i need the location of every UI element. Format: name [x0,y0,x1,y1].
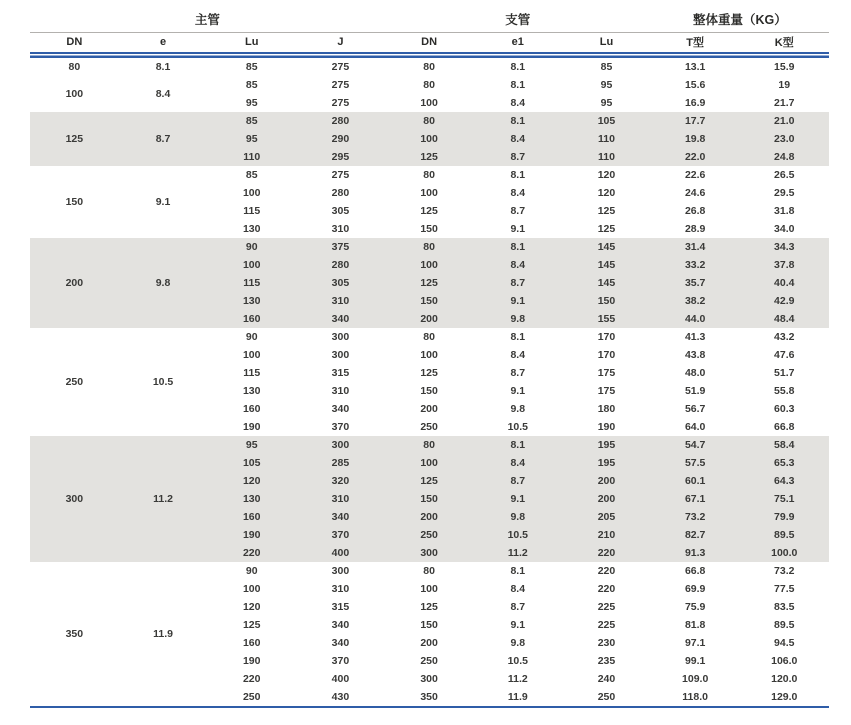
table-cell: 24.8 [740,148,830,166]
table-cell: 22.6 [684,169,706,181]
table-cell: 220 [597,583,616,595]
table-cell: 275 [331,169,350,181]
table-cell: 105 [207,454,296,472]
table-cell: 200 [562,472,651,490]
table-cell: 285 [296,454,385,472]
table-cell: 130 [207,490,296,508]
table-cell: 160 [242,637,261,649]
table-cell: 100.0 [740,544,830,562]
table-cell: 310 [331,583,350,595]
table-cell: 275 [331,97,350,109]
column-header-main-dn: DN [66,36,83,49]
table-cell: 73.2 [774,565,795,577]
table-cell: 315 [331,601,350,613]
table-cell: 40.4 [740,274,830,292]
table-cell: 340 [331,637,350,649]
table-row [30,436,829,454]
table-cell: 340 [331,403,350,415]
table-cell: 8.1 [510,169,526,181]
table-cell: 400 [296,544,385,562]
table-cell: 54.7 [651,436,740,454]
table-cell: 120.0 [771,673,798,685]
table-cell: 8.1 [510,61,526,73]
main-dn-cell: 100 [65,88,84,100]
table-header [30,8,829,58]
table-cell: 85 [600,61,613,73]
table-cell: 79.9 [740,508,830,526]
table-cell: 66.8 [774,421,795,433]
table-cell: 118.0 [682,691,708,703]
table-cell: 8.4 [473,256,562,274]
main-e-cell: 8.7 [119,112,208,166]
table-cell: 55.8 [774,385,795,397]
main-dn-cell: 80 [68,61,81,73]
table-cell: 125 [242,619,261,631]
table-cell: 58.4 [740,436,830,454]
table-cell: 48.4 [740,310,830,328]
table-row [30,112,829,130]
group-header-branch-pipe: 支管 [385,8,651,32]
table-cell: 80 [385,436,474,454]
table-cell: 24.6 [684,187,706,199]
column-header-branch-lu: Lu [599,36,614,49]
table-cell: 100 [385,256,474,274]
table-cell: 31.4 [651,238,740,256]
table-cell: 64.0 [684,421,706,433]
table-cell: 95 [207,436,296,454]
table-cell: 9.1 [473,490,562,508]
table-cell: 225 [597,601,616,613]
table-cell: 110 [562,130,651,148]
table-cell: 10.5 [507,655,528,667]
table-cell: 110 [562,148,651,166]
table-cell: 9.1 [510,619,526,631]
table-cell: 94.5 [774,637,795,649]
table-cell: 175 [597,385,616,397]
table-cell: 8.4 [510,187,526,199]
column-header-k-type: K型 [774,37,794,50]
table-cell: 160 [207,508,296,526]
table-cell: 29.5 [774,187,795,199]
table-cell: 83.5 [774,601,795,613]
table-cell: 190 [597,421,616,433]
table-row [30,76,829,94]
table-cell: 44.0 [651,310,740,328]
table-cell: 150 [420,223,438,235]
table-cell: 190 [242,655,261,667]
table-cell: 120 [597,169,616,181]
table-cell: 9.1 [473,292,562,310]
table-cell: 90 [207,238,296,256]
table-cell: 8.4 [510,583,526,595]
table-cell: 90 [245,565,258,577]
table-cell: 8.4 [510,349,526,361]
table-cell: 150 [385,490,474,508]
table-cell: 23.0 [740,130,830,148]
table-cell: 8.7 [473,472,562,490]
table-cell: 10.5 [473,526,562,544]
table-cell: 8.4 [510,97,526,109]
table-cell: 8.1 [473,112,562,130]
table-cell: 26.8 [684,205,706,217]
table-cell: 300 [296,436,385,454]
table-cell: 175 [597,367,616,379]
table-cell: 109.0 [682,673,709,685]
table-cell: 95 [600,97,613,109]
table-cell: 9.1 [510,385,526,397]
main-e-cell: 10.5 [152,376,174,388]
table-cell: 275 [331,61,350,73]
table-cell: 250 [420,421,438,433]
table-cell: 320 [296,472,385,490]
table-cell: 8.7 [473,274,562,292]
table-cell: 66.8 [684,565,706,577]
table-cell: 100 [420,97,438,109]
table-cell: 125 [420,205,438,217]
table-cell: 300 [385,544,474,562]
table-cell: 15.9 [774,61,795,73]
table-cell: 220 [562,544,651,562]
table-cell: 13.1 [684,61,706,73]
main-dn-cell: 350 [65,628,84,640]
table-cell: 35.7 [651,274,740,292]
table-cell: 125 [385,472,474,490]
table-cell: 280 [296,112,385,130]
table-cell: 305 [331,205,350,217]
table-cell: 47.6 [774,349,795,361]
table-cell: 106.0 [771,655,798,667]
main-dn-cell: 150 [65,196,84,208]
table-cell: 160 [207,310,296,328]
table-cell: 205 [562,508,651,526]
table-cell: 21.7 [774,97,795,109]
table-cell: 230 [597,637,616,649]
table-cell: 180 [597,403,616,415]
table-cell: 340 [296,508,385,526]
table-cell: 33.2 [651,256,740,274]
table-cell: 300 [420,673,438,685]
table-cell: 145 [562,274,651,292]
table-row [30,562,829,580]
table-body [30,58,829,707]
table-cell: 310 [331,223,350,235]
table-cell: 200 [562,490,651,508]
table-row [30,166,829,184]
table-cell: 145 [562,256,651,274]
table-cell: 155 [562,310,651,328]
table-cell: 375 [296,238,385,256]
table-cell: 21.0 [740,112,830,130]
table-cell: 8.4 [473,454,562,472]
table-cell: 8.4 [473,130,562,148]
table-cell: 56.7 [684,403,706,415]
table-cell: 170 [597,349,616,361]
table-cell: 67.1 [651,490,740,508]
table-cell: 90 [245,331,258,343]
table-cell: 130 [207,292,296,310]
table-cell: 150 [385,292,474,310]
table-cell: 100 [385,454,474,472]
table-cell: 75.9 [684,601,706,613]
table-cell: 370 [331,655,350,667]
table-cell: 315 [331,367,350,379]
table-cell: 130 [242,385,261,397]
table-cell: 280 [331,187,350,199]
table-cell: 125 [597,205,616,217]
table-cell: 100 [207,256,296,274]
main-e-cell: 11.9 [153,628,173,640]
column-header-branch-dn: DN [421,36,438,49]
table-cell: 95 [207,130,296,148]
table-cell: 430 [331,691,350,703]
table-cell: 77.5 [774,583,795,595]
table-cell: 15.6 [684,79,706,91]
table-cell: 11.2 [507,673,528,685]
table-cell: 295 [296,148,385,166]
table-cell: 91.3 [651,544,740,562]
column-header-row [30,32,829,52]
table-cell: 120 [597,187,616,199]
table-cell: 41.3 [684,331,706,343]
table-cell: 34.3 [740,238,830,256]
table-cell: 34.0 [774,223,795,235]
table-cell: 190 [242,421,261,433]
table-cell: 129.0 [771,691,798,703]
table-cell: 8.1 [510,331,526,343]
table-cell: 89.5 [774,619,795,631]
table-cell: 125 [385,148,474,166]
table-cell: 80 [423,169,435,181]
table-cell: 125 [420,601,438,613]
table-cell: 250 [385,526,474,544]
table-cell: 9.8 [473,310,562,328]
table-cell: 85 [245,61,258,73]
table-cell: 250 [420,655,438,667]
table-cell: 95 [600,79,613,91]
table-cell: 220 [597,565,616,577]
table-cell: 125 [597,223,616,235]
table-cell: 100 [420,349,438,361]
table-cell: 100 [242,187,261,199]
table-cell: 8.7 [510,205,526,217]
group-header-main-pipe: 主管 [30,8,385,32]
table-row [30,58,829,76]
table-cell: 57.5 [651,454,740,472]
table-cell: 115 [207,274,296,292]
table-cell: 150 [420,385,438,397]
table-cell: 51.9 [684,385,706,397]
table-cell: 64.3 [740,472,830,490]
table-cell: 8.7 [510,367,526,379]
table-cell: 235 [597,655,616,667]
table-cell: 290 [296,130,385,148]
table-cell: 75.1 [740,490,830,508]
table-cell: 11.9 [507,691,528,703]
table-cell: 100 [242,349,261,361]
table-cell: 43.8 [684,349,706,361]
table-cell: 19 [778,79,791,91]
table-cell: 160 [242,403,261,415]
column-header-t-type: T型 [686,37,705,50]
table-cell: 95 [245,97,258,109]
table-cell: 31.8 [774,205,795,217]
table-cell: 170 [597,331,616,343]
column-header-main-e: e [159,36,167,49]
table-cell: 300 [331,565,350,577]
main-dn-cell: 300 [30,436,119,562]
table-cell: 82.7 [651,526,740,544]
table-cell: 210 [562,526,651,544]
table-cell: 28.9 [684,223,706,235]
table-cell: 9.8 [510,637,526,649]
table-cell: 43.2 [774,331,795,343]
table-cell: 100 [242,583,261,595]
table-cell: 80 [423,565,435,577]
table-cell: 80 [423,79,435,91]
table-cell: 42.9 [740,292,830,310]
table-cell: 80 [423,61,435,73]
table-cell: 200 [420,403,438,415]
main-dn-cell: 200 [30,238,119,328]
table-cell: 85 [207,112,296,130]
table-cell: 400 [331,673,350,685]
group-header-row [30,8,829,32]
table-cell: 200 [385,310,474,328]
table-cell: 340 [296,310,385,328]
table-cell: 8.1 [473,238,562,256]
table-cell: 150 [562,292,651,310]
group-header-total-weight: 整体重量（KG） [651,8,829,32]
table-cell: 110 [207,148,296,166]
table-cell: 97.1 [684,637,706,649]
table-cell: 130 [242,223,261,235]
table-cell: 8.7 [510,601,526,613]
table-cell: 200 [420,637,438,649]
table-cell: 80 [385,238,474,256]
table-cell: 250 [597,691,616,703]
table-cell: 150 [420,619,438,631]
table-cell: 250 [242,691,261,703]
table-cell: 60.3 [774,403,795,415]
main-e-cell: 9.1 [155,196,171,208]
column-header-branch-e1: e1 [511,36,524,49]
table-cell: 145 [562,238,651,256]
table-cell: 9.8 [473,508,562,526]
table-cell: 125 [385,274,474,292]
table-cell: 69.9 [684,583,706,595]
table-cell: 280 [296,256,385,274]
main-e-cell: 9.8 [119,238,208,328]
table-cell: 89.5 [740,526,830,544]
table-cell: 85 [245,169,258,181]
table-cell: 9.8 [510,403,526,415]
table-cell: 310 [331,385,350,397]
table-cell: 81.8 [684,619,706,631]
table-cell: 310 [296,292,385,310]
table-cell: 350 [420,691,438,703]
table-cell: 220 [242,673,261,685]
table-cell: 300 [331,331,350,343]
table-cell: 100 [385,130,474,148]
table-cell: 300 [331,349,350,361]
table-cell: 26.5 [774,169,795,181]
main-e-cell: 8.4 [155,88,171,100]
table-cell: 105 [562,112,651,130]
main-e-cell: 11.2 [119,436,208,562]
table-cell: 99.1 [684,655,706,667]
table-cell: 115 [243,367,261,379]
table-cell: 100 [420,187,438,199]
table-cell: 240 [597,673,616,685]
table-cell: 60.1 [651,472,740,490]
table-cell: 48.0 [684,367,706,379]
table-cell: 275 [331,79,350,91]
table-cell: 310 [296,490,385,508]
table-cell: 225 [597,619,616,631]
main-dn-cell: 250 [65,376,84,388]
table-cell: 305 [296,274,385,292]
column-header-main-j: J [337,36,344,49]
table-cell: 17.7 [651,112,740,130]
table-cell: 120 [242,601,261,613]
main-dn-cell: 125 [30,112,119,166]
table-cell: 100 [420,583,438,595]
table-cell: 8.7 [473,148,562,166]
table-cell: 9.1 [510,223,526,235]
table-cell: 340 [331,619,350,631]
table-cell: 22.0 [651,148,740,166]
column-header-main-lu: Lu [244,36,259,49]
table-cell: 80 [385,112,474,130]
table-cell: 120 [207,472,296,490]
table-cell: 125 [420,367,438,379]
table-cell: 65.3 [740,454,830,472]
table-cell: 73.2 [651,508,740,526]
table-cell: 195 [562,454,651,472]
table-cell: 200 [385,508,474,526]
table-cell: 195 [562,436,651,454]
table-row [30,328,829,346]
table-cell: 370 [296,526,385,544]
table-cell: 51.7 [774,367,795,379]
table-cell: 370 [331,421,350,433]
table-cell: 220 [207,544,296,562]
table-cell: 8.1 [473,436,562,454]
table-cell: 11.2 [473,544,562,562]
table-cell: 10.5 [507,421,528,433]
table-cell: 115 [243,205,261,217]
table-cell: 19.8 [651,130,740,148]
table-cell: 85 [245,79,258,91]
table-cell: 80 [423,331,435,343]
table-cell: 38.2 [651,292,740,310]
table-row [30,238,829,256]
table-cell: 8.1 [510,79,526,91]
main-e-cell: 8.1 [155,61,171,73]
table-cell: 190 [207,526,296,544]
table-cell: 16.9 [684,97,706,109]
table-cell: 37.8 [740,256,830,274]
pipe-spec-table [30,8,829,708]
table-cell: 8.1 [510,565,526,577]
